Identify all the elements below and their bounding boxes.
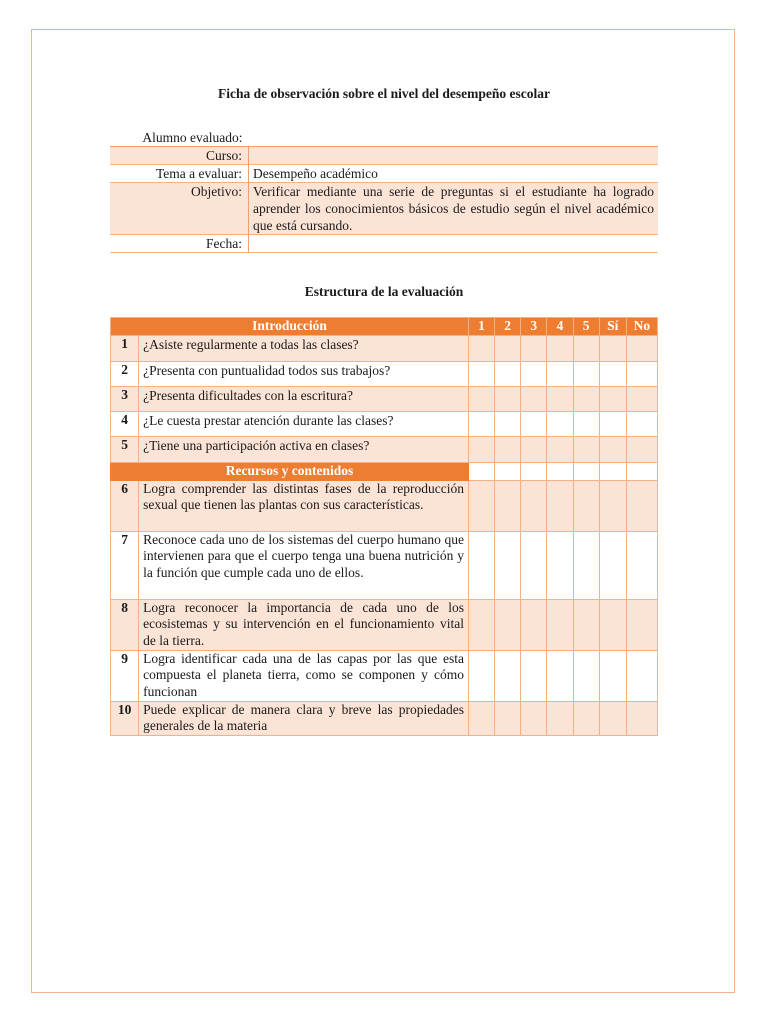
rating-cell[interactable] [547, 411, 573, 436]
rating-cell[interactable] [468, 436, 494, 462]
rating-cell[interactable] [547, 701, 573, 735]
info-label: Curso: [110, 147, 249, 165]
document-title: Ficha de observación sobre el nivel del desempeño escolar [218, 86, 550, 101]
item-number: 4 [111, 411, 139, 436]
rating-cell[interactable] [547, 599, 573, 650]
yes-cell[interactable] [599, 650, 626, 701]
info-row-student [110, 129, 658, 147]
info-label: Tema a evaluar: [110, 165, 249, 183]
scale-header: 2 [495, 318, 521, 336]
rating-cell[interactable] [521, 531, 547, 599]
rating-cell[interactable] [468, 701, 494, 735]
no-cell[interactable] [626, 411, 657, 436]
section-header-recursos: Recursos y contenidos [111, 462, 469, 480]
item-number: 1 [111, 335, 139, 361]
yes-cell[interactable] [599, 701, 626, 735]
rating-cell[interactable] [573, 650, 599, 701]
blank-cell [599, 462, 626, 480]
rating-cell[interactable] [521, 436, 547, 462]
rating-cell[interactable] [495, 386, 521, 411]
no-cell[interactable] [626, 480, 657, 531]
scale-header-si: Sí [599, 318, 626, 336]
table-row [111, 531, 658, 599]
yes-cell[interactable] [599, 531, 626, 599]
item-question: ¿Presenta con puntualidad todos sus trabajos? [139, 361, 469, 386]
info-label: Fecha: [110, 235, 249, 253]
scale-header: 3 [521, 318, 547, 336]
item-question: Puede explicar de manera clara y breve las propiedades generales de la materia [139, 701, 469, 735]
yes-cell[interactable] [599, 361, 626, 386]
rating-cell[interactable] [521, 361, 547, 386]
rating-cell[interactable] [495, 531, 521, 599]
rating-cell[interactable] [521, 386, 547, 411]
info-row-course [110, 147, 658, 165]
item-question: ¿Tiene una participación activa en clases? [139, 436, 469, 462]
item-number: 2 [111, 361, 139, 386]
item-question: Logra comprender las distintas fases de la reproducción sexual que tienen las plantas con sus características. [139, 480, 469, 531]
no-cell[interactable] [626, 531, 657, 599]
rating-cell[interactable] [573, 531, 599, 599]
table-row [111, 361, 658, 386]
rating-cell[interactable] [547, 436, 573, 462]
rating-cell[interactable] [547, 650, 573, 701]
info-label: Objetivo: [110, 183, 249, 235]
rating-cell[interactable] [547, 335, 573, 361]
info-value [249, 129, 659, 147]
item-number: 7 [111, 531, 139, 599]
item-number: 5 [111, 436, 139, 462]
rating-cell[interactable] [573, 480, 599, 531]
rating-cell[interactable] [495, 411, 521, 436]
yes-cell[interactable] [599, 436, 626, 462]
no-cell[interactable] [626, 701, 657, 735]
no-cell[interactable] [626, 436, 657, 462]
rating-cell[interactable] [468, 361, 494, 386]
rating-cell[interactable] [573, 599, 599, 650]
rating-cell[interactable] [495, 701, 521, 735]
blank-cell [521, 462, 547, 480]
info-row-date [110, 235, 658, 253]
rating-cell[interactable] [573, 361, 599, 386]
yes-cell[interactable] [599, 386, 626, 411]
student-info-table [110, 129, 658, 253]
info-value: Desempeño académico [253, 166, 378, 181]
rating-cell[interactable] [521, 335, 547, 361]
blank-cell [468, 462, 494, 480]
blank-cell [547, 462, 573, 480]
table-row [111, 599, 658, 650]
item-question: Reconoce cada uno de los sistemas del cuerpo humano que intervienen para que el cuerpo tenga una buena nutrición y la función que cumple cada uno de ellos. [139, 531, 469, 599]
item-number: 9 [111, 650, 139, 701]
rating-cell[interactable] [573, 335, 599, 361]
section-row [111, 462, 658, 480]
rating-cell[interactable] [521, 480, 547, 531]
header-row [111, 318, 658, 336]
rating-cell[interactable] [495, 650, 521, 701]
info-value: Verificar mediante una serie de preguntas si el estudiante ha logrado aprender los conocimientos básicos de estudio según el nivel académico que está cursando. [249, 183, 659, 235]
table-row [111, 411, 658, 436]
rating-cell[interactable] [468, 531, 494, 599]
no-cell[interactable] [626, 650, 657, 701]
rating-cell[interactable] [573, 701, 599, 735]
table-row [111, 335, 658, 361]
scale-header: 4 [547, 318, 573, 336]
no-cell[interactable] [626, 335, 657, 361]
rating-cell[interactable] [495, 361, 521, 386]
rating-cell[interactable] [468, 411, 494, 436]
blank-cell [495, 462, 521, 480]
evaluation-table [110, 317, 658, 736]
info-row-topic [110, 165, 658, 183]
blank-cell [626, 462, 657, 480]
rating-cell[interactable] [521, 599, 547, 650]
table-row [111, 650, 658, 701]
rating-cell[interactable] [495, 335, 521, 361]
scale-header: 5 [573, 318, 599, 336]
rating-cell[interactable] [468, 480, 494, 531]
table-row [111, 386, 658, 411]
rating-cell[interactable] [521, 701, 547, 735]
rating-cell[interactable] [573, 411, 599, 436]
blank-cell [573, 462, 599, 480]
table-row [111, 436, 658, 462]
rating-cell[interactable] [547, 361, 573, 386]
info-row-objective [110, 183, 658, 235]
info-value [249, 235, 659, 253]
scale-header-no: No [626, 318, 657, 336]
item-number: 6 [111, 480, 139, 531]
rating-cell[interactable] [495, 480, 521, 531]
rating-cell[interactable] [547, 386, 573, 411]
no-cell[interactable] [626, 361, 657, 386]
yes-cell[interactable] [599, 480, 626, 531]
item-number: 10 [111, 701, 139, 735]
rating-cell[interactable] [495, 599, 521, 650]
yes-cell[interactable] [599, 411, 626, 436]
rating-cell[interactable] [547, 531, 573, 599]
rating-cell[interactable] [573, 436, 599, 462]
rating-cell[interactable] [573, 386, 599, 411]
rating-cell[interactable] [521, 411, 547, 436]
no-cell[interactable] [626, 386, 657, 411]
structure-title: Estructura de la evaluación [304, 284, 464, 299]
rating-cell[interactable] [468, 650, 494, 701]
scale-header: 1 [468, 318, 494, 336]
no-cell[interactable] [626, 599, 657, 650]
item-number: 3 [111, 386, 139, 411]
item-question: ¿Le cuesta prestar atención durante las clases? [139, 411, 469, 436]
info-value [249, 147, 659, 165]
rating-cell[interactable] [468, 599, 494, 650]
yes-cell[interactable] [599, 335, 626, 361]
item-question: ¿Asiste regularmente a todas las clases? [139, 335, 469, 361]
item-number: 8 [111, 599, 139, 650]
item-question: ¿Presenta dificultades con la escritura? [139, 386, 469, 411]
rating-cell[interactable] [468, 386, 494, 411]
yes-cell[interactable] [599, 599, 626, 650]
table-row [111, 701, 658, 735]
rating-cell[interactable] [547, 480, 573, 531]
item-question: Logra reconocer la importancia de cada uno de los ecosistemas y su intervención en el funcionamiento vital de la tierra. [139, 599, 469, 650]
section-header-introduccion: Introducción [111, 318, 469, 336]
table-row [111, 480, 658, 531]
info-label: Alumno evaluado: [142, 130, 243, 145]
rating-cell[interactable] [495, 436, 521, 462]
rating-cell[interactable] [468, 335, 494, 361]
rating-cell[interactable] [521, 650, 547, 701]
item-question: Logra identificar cada una de las capas por las que esta compuesta el planeta tierra, como se componen y cómo funcionan [139, 650, 469, 701]
